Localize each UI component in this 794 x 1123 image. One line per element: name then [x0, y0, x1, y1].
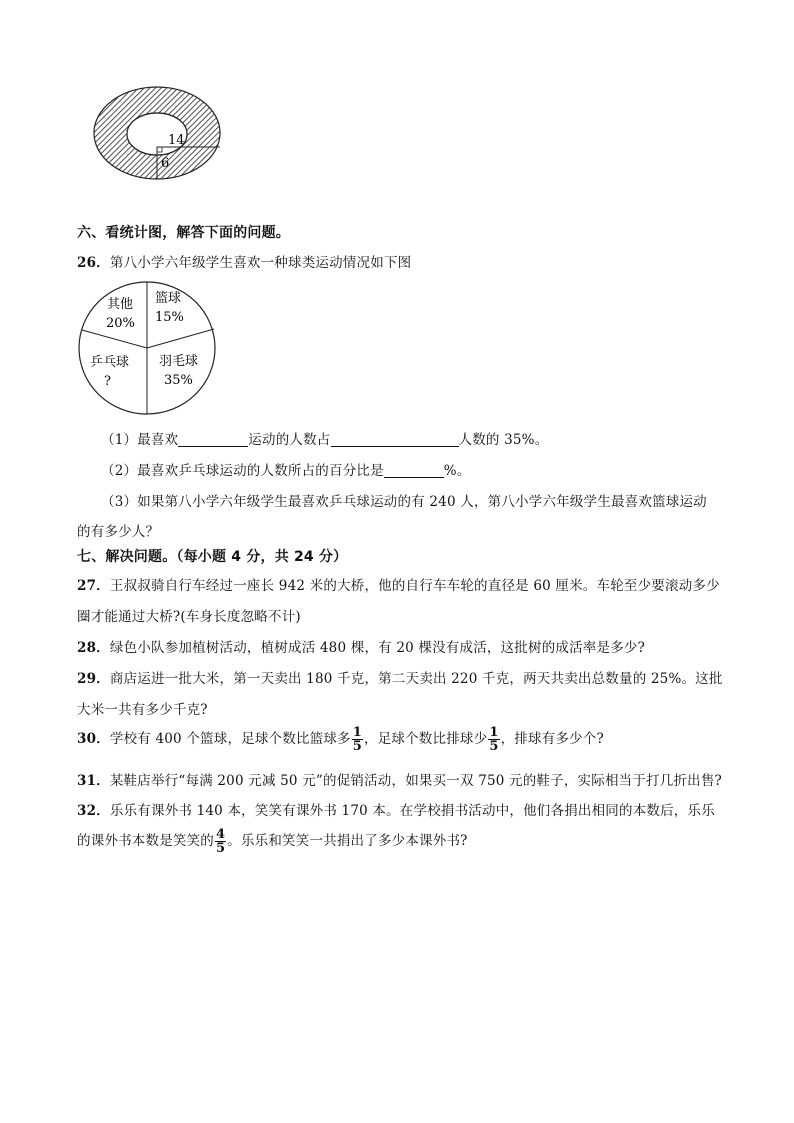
fraction [215, 828, 226, 855]
question-number: 31． [77, 773, 110, 789]
question-28 [77, 636, 645, 656]
question-text-b: ，足球个数比排球少 [364, 731, 488, 747]
fraction-denominator: 5 [352, 739, 362, 754]
question-text: 商店运进一批大米，第一天卖出 180 千克，第二天卖出 220 千克，两天共卖出总数量的 25%。这批 [109, 671, 723, 687]
fraction-denominator: 5 [216, 841, 226, 856]
answer-blank[interactable] [331, 432, 459, 447]
question-text: 王叔叔骑自行车经过一座长 942 米的大桥，他的自行车车轮的直径是 60 厘米。车轮至少要滚动多少 [109, 578, 720, 594]
question-26 [77, 251, 411, 271]
question-number: 28． [77, 640, 110, 656]
ring-figure [90, 85, 230, 185]
question-29-line2: 大米一共有多少千克? [77, 702, 208, 718]
sub1-text-b: 运动的人数占 [248, 432, 331, 448]
question-number: 32． [77, 803, 110, 819]
q26-sub2 [101, 459, 471, 479]
question-31 [77, 769, 722, 789]
inner-radius-label: 6 [161, 156, 170, 171]
sub2-text-b: %。 [443, 463, 471, 479]
pie-label-other-name: 其他 [107, 297, 134, 312]
pie-label-pingpong-value: ? [104, 374, 111, 389]
sub2-text-a: （2）最喜欢乒乓球运动的人数所占的百分比是 [101, 463, 384, 479]
question-29-line1 [77, 667, 723, 687]
question-30 [77, 726, 604, 753]
pie-label-badminton-name: 羽毛球 [159, 354, 199, 369]
pie-label-basketball-name: 篮球 [155, 291, 182, 306]
pie-chart [75, 280, 220, 418]
fraction [352, 726, 363, 753]
pie-label-other-value: 20% [106, 316, 135, 331]
outer-radius-label: 14 [168, 133, 185, 148]
question-27-line1 [77, 574, 720, 594]
pie-label-pingpong-name: 乒乓球 [90, 355, 130, 370]
pie-label-badminton-value: 35% [164, 373, 193, 388]
fraction [488, 726, 499, 753]
sub1-text-a: （1）最喜欢 [101, 432, 179, 448]
answer-blank[interactable] [384, 463, 444, 478]
question-text: 乐乐有课外书 140 本，笑笑有课外书 170 本。在学校捐书活动中，他们各捐出相同的本数后，乐乐 [109, 803, 715, 819]
question-text-a: 学校有 400 个篮球，足球个数比篮球多 [109, 731, 351, 747]
fraction-numerator: 1 [489, 725, 499, 740]
question-27-line2: 圈才能通过大桥?(车身长度忽略不计) [77, 609, 301, 625]
question-text-a: 的课外书本数是笑笑的 [77, 833, 214, 849]
question-text-c: ，排球有多少个? [500, 731, 604, 747]
q26-sub3-line2: 的有多少人？ [77, 524, 160, 540]
question-number: 27． [77, 578, 110, 594]
question-number: 26． [77, 255, 110, 271]
question-number: 29． [77, 671, 110, 687]
question-text: 某鞋店举行“每满 200 元减 50 元”的促销活动，如果买一双 750 元的鞋子，实际相当于打几折出售? [109, 773, 722, 789]
question-32-line2 [77, 828, 468, 855]
sub1-text-c: 人数的 35%。 [458, 432, 549, 448]
section-6-heading: 六、看统计图，解答下面的问题。 [77, 225, 290, 241]
question-number: 30． [77, 731, 110, 747]
question-text: 第八小学六年级学生喜欢一种球类运动情况如下图 [109, 255, 412, 271]
question-text: 绿色小队参加植树活动，植树成活 480 棵，有 20 棵没有成活，这批树的成活率是多少? [109, 640, 646, 656]
pie-label-basketball-value: 15% [155, 310, 184, 325]
q26-sub1 [101, 428, 548, 448]
question-32-line1 [77, 799, 715, 819]
question-text-b: 。乐乐和笑笑一共捐出了多少本课外书? [227, 833, 468, 849]
answer-blank[interactable] [178, 432, 248, 447]
fraction-numerator: 1 [352, 725, 362, 740]
section-7-heading: 七、解决问题。（每小题 4 分，共 24 分） [77, 549, 348, 565]
fraction-numerator: 4 [216, 827, 226, 842]
q26-sub3-line1: （3）如果第八小学六年级学生最喜欢乒乓球运动的有 240 人，第八小学六年级学生最喜欢篮球运动 [101, 494, 707, 510]
fraction-denominator: 5 [489, 739, 499, 754]
